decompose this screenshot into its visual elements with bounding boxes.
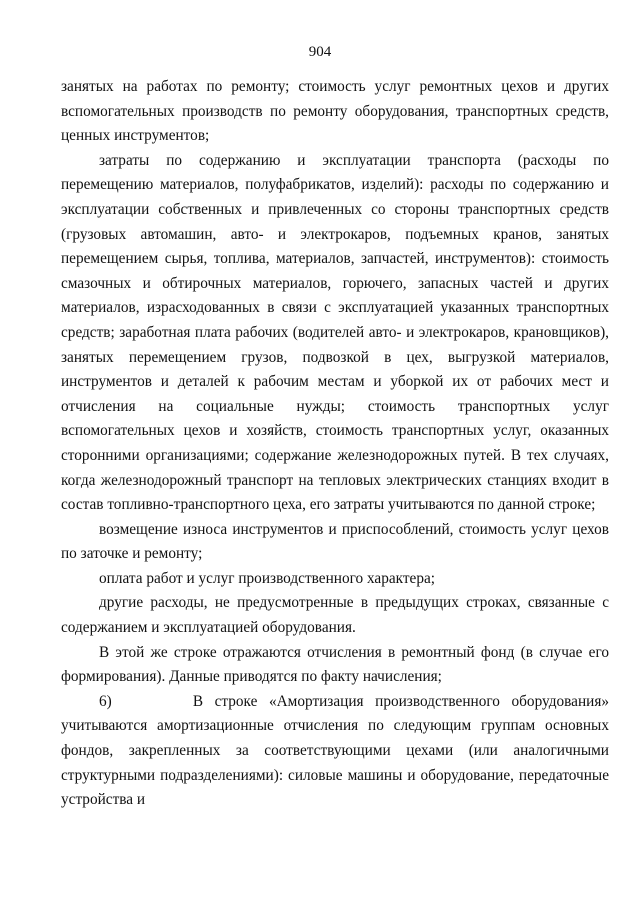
paragraph-item-6 <box>61 690 609 813</box>
paragraph-other-expenses: другие расходы, не предусмотренные в предыдущих строках, связанные с содержанием и эксплуатацией оборудования. <box>61 594 609 637</box>
item-6-marker: 6) <box>99 692 112 710</box>
paragraph-production-services: оплата работ и услуг производственного характера; <box>99 569 436 587</box>
paragraph-repair-fund: В этой же строке отражаются отчисления в ремонтный фонд (в случае его формирования). Данные приводятся по факту начисления; <box>61 643 609 686</box>
item-6-text: В строке «Амортизация производственного оборудования» учитываются амортизационные отчисления по следующим группам основных фондов, закрепленных за соответствующими цехами (или аналогичными структурными подразделениями): силовые машины и оборудование, передаточные устройства и <box>61 692 609 809</box>
document-body <box>61 75 609 813</box>
paragraph-repair-costs: занятых на работах по ремонту; стоимость услуг ремонтных цехов и других вспомогательных производств по ремонту оборудования, транспортных средств, ценных инструментов; <box>61 78 609 145</box>
page-number: 904 <box>308 44 332 60</box>
paragraph-transport-costs: затраты по содержанию и эксплуатации транспорта (расходы по перемещению материалов, полуфабрикатов, изделий): расходы по содержанию и эксплуатации собственных и привлеченных со стороны транспортных средств (грузовых автомашин, авто- и электрокаров, подъемных кранов, занятых перемещением сырья, топлива, материалов, запчастей, инструментов): стоимость смазочных и обтирочных материалов, горючего, запасных частей и других материалов, израсходованных в связи с эксплуатацией указанных транспортных средств; заработная плата рабочих (водителей авто- и электрокаров, крановщиков), занятых перемещением грузов, подвозкой в цех, выгрузкой материалов, инструментов и деталей к рабочим местам и уборкой их от рабочих мест и отчисления на социальные нужды; стоимость транспортных услуг вспомогательных цехов и хозяйств, стоимость транспортных услуг, оказанных сторонними организациями; содержание железнодорожных путей. В тех случаях, когда железнодорожный транспорт на тепловых электрических станциях входит в состав топливно-транспортного цеха, его затраты учитываются по данной строке; <box>61 151 609 514</box>
paragraph-tool-wear: возмещение износа инструментов и приспособлений, стоимость услуг цехов по заточке и ремонту; <box>61 520 609 563</box>
